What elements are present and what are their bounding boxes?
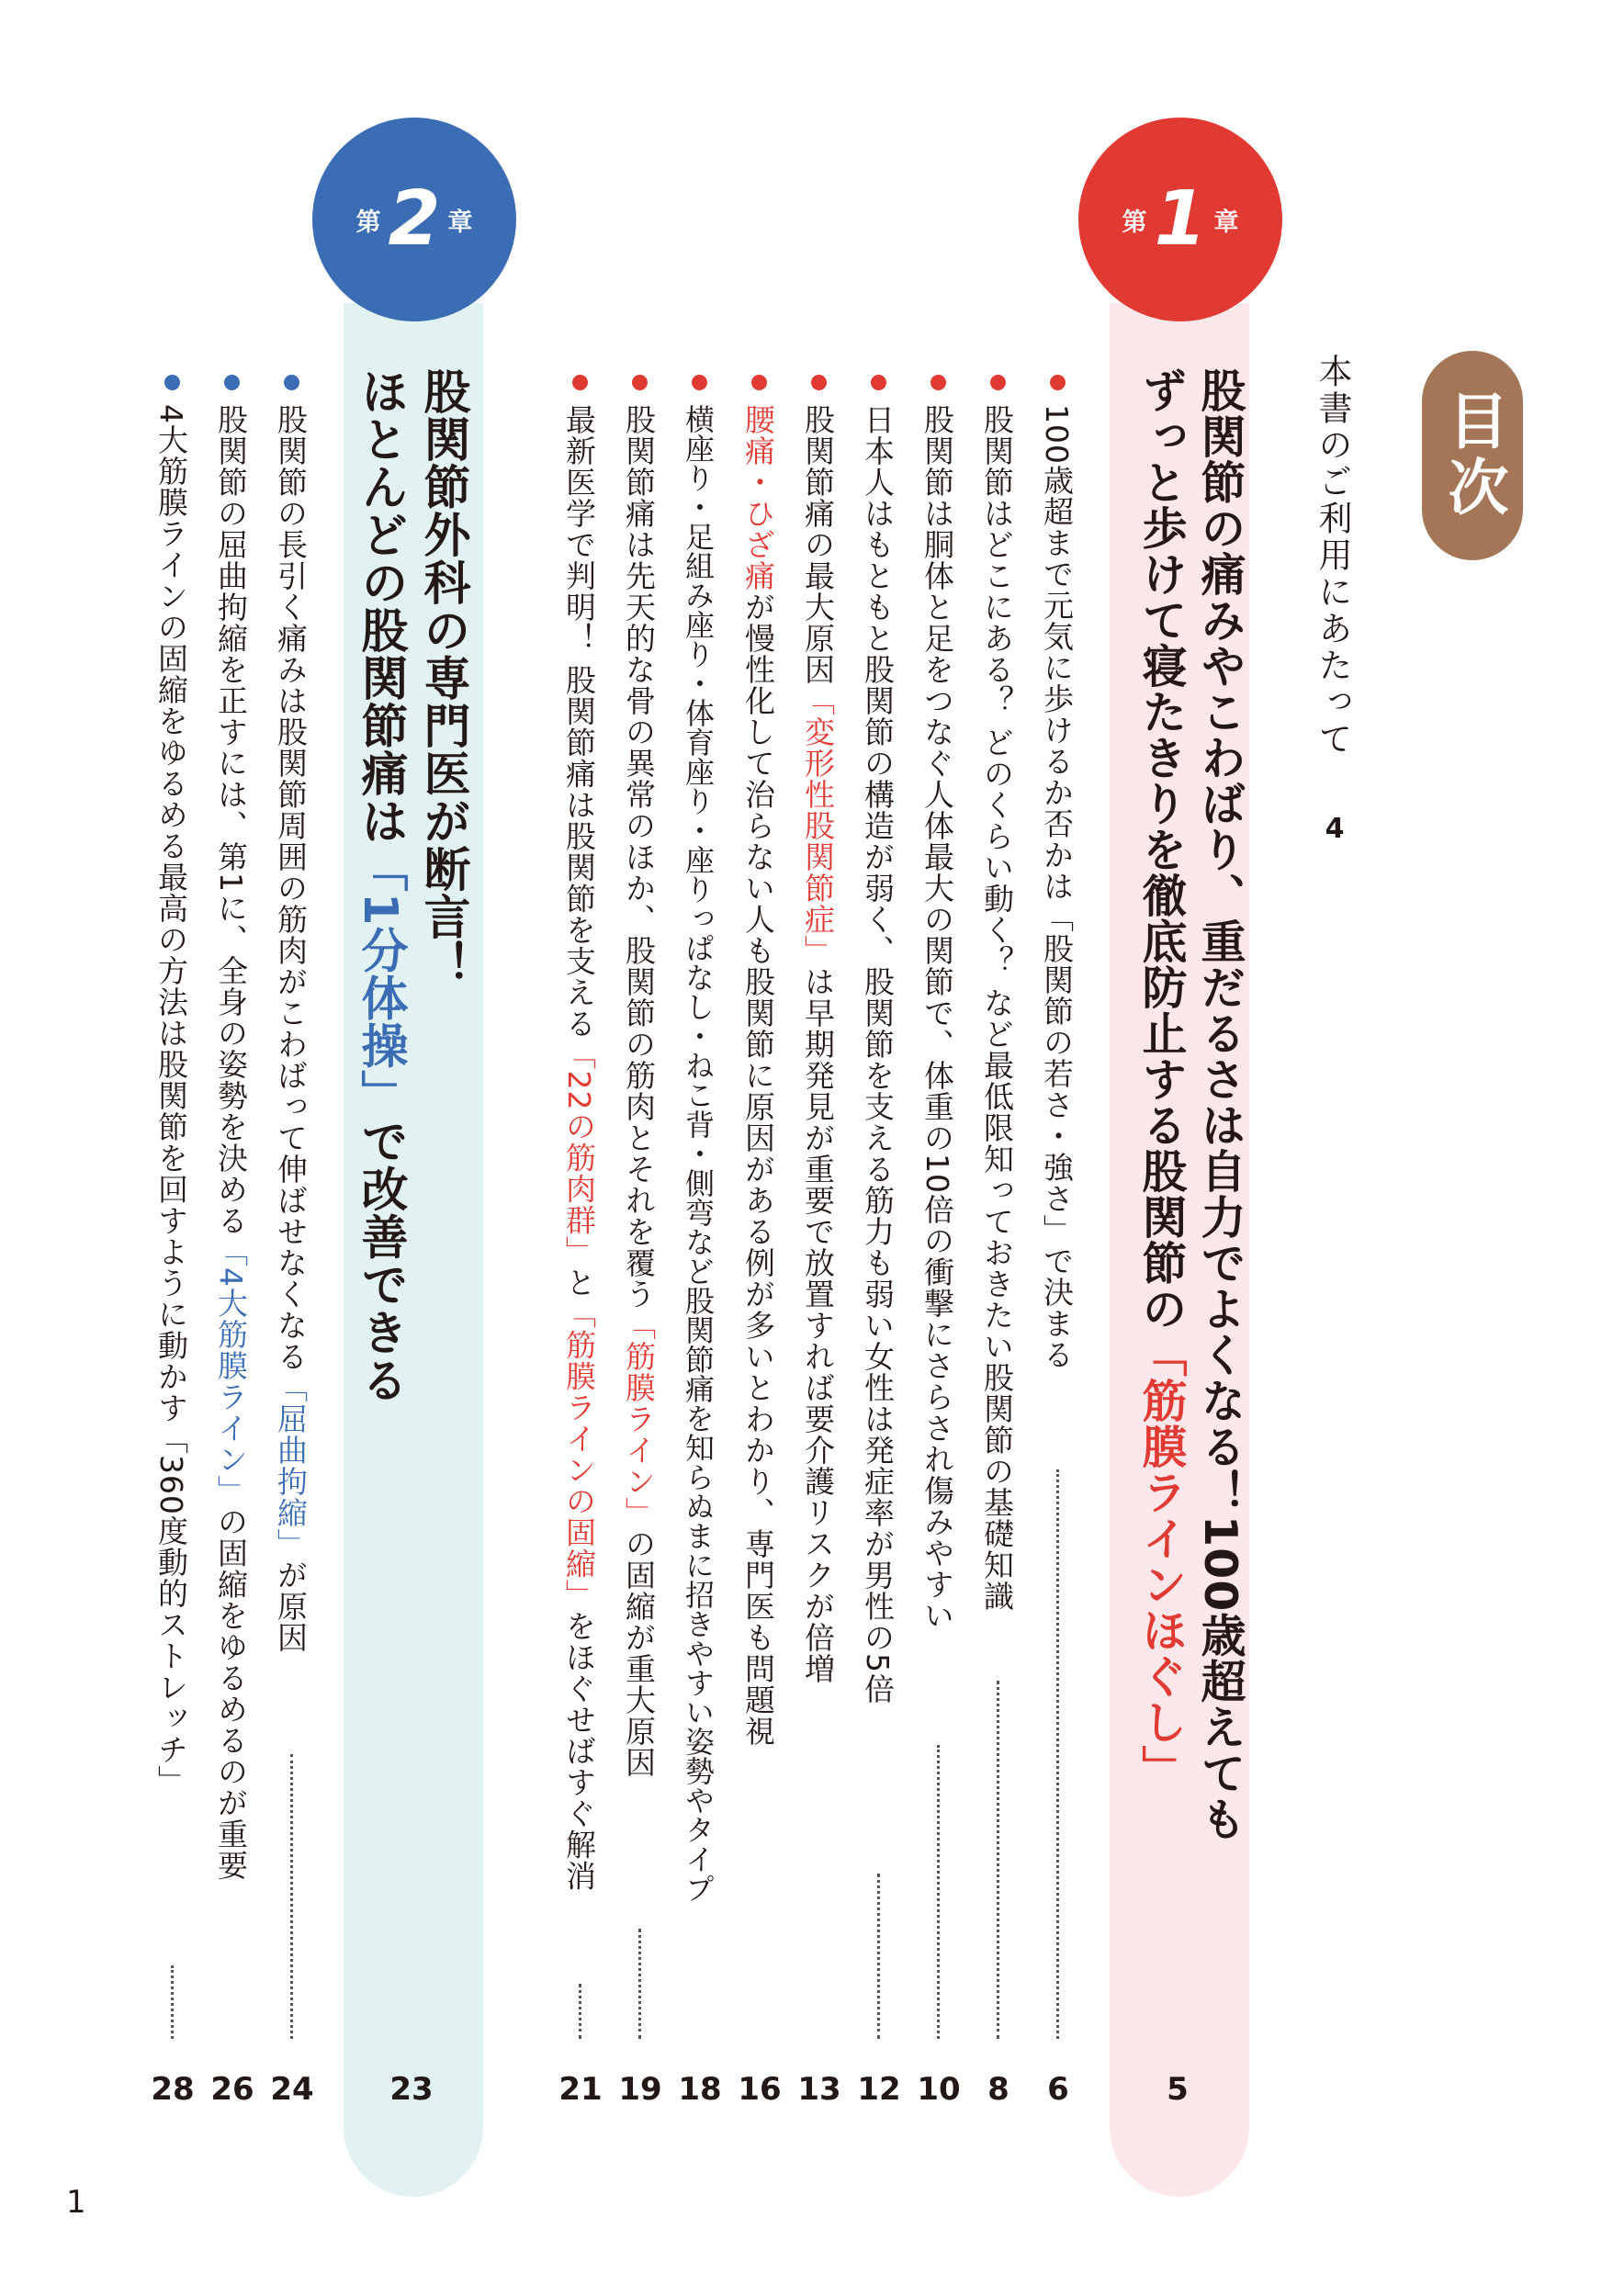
entry-text: は早期発見が重要で放置すれば要介護リスクが倍増 <box>800 966 836 1684</box>
leader-dots <box>1056 1469 1059 2039</box>
toc-entry-21[interactable] <box>561 404 597 1892</box>
bullet-icon <box>692 375 707 390</box>
entry-text: 股関節の屈曲拘縮を正すには、第1に、全身の姿勢を決める <box>213 404 249 1236</box>
leader-dots <box>997 1681 999 2039</box>
chapter-1-title-highlight: 「筋膜ラインほぐし」 <box>1135 1332 1188 1791</box>
toc-heading-badge <box>1422 351 1523 560</box>
page-number: 19 <box>618 2071 662 2108</box>
chapter-1-title-line1[interactable]: 股関節の痛みやこわばり、重だるさは自力でよくなる！100歳超えても <box>1194 367 1246 1842</box>
chapter-2-title-line2-a: ほとんどの股関節痛は <box>353 367 407 845</box>
leader-dots <box>638 1929 641 2039</box>
entry-text: が原因 <box>273 1559 309 1653</box>
chapter-2-suffix: 章 <box>447 208 473 237</box>
entry-text: の固縮をゆるめるのが重要 <box>213 1506 249 1881</box>
toc-entry-6[interactable] <box>1039 404 1075 1370</box>
chapter-1-title-line2-a: ずっと歩けて寝たきりを徹底防止する股関節の <box>1135 367 1188 1332</box>
toc-entry-26[interactable] <box>213 404 249 1881</box>
chapter-1-number: 1 <box>1154 175 1207 263</box>
entry-text: をほぐせばすぐ解消 <box>561 1610 597 1892</box>
usage-page-number: 4 <box>1325 813 1345 845</box>
page-number: 26 <box>210 2071 254 2108</box>
toc-entry-28[interactable] <box>153 404 189 1796</box>
toc-heading: 目次 <box>1438 389 1508 522</box>
entry-highlight: 腰痛・ひざ痛 <box>740 404 776 591</box>
page-number: 16 <box>738 2071 782 2108</box>
chapter-2-title-highlight: 「1分体操」 <box>353 845 407 1118</box>
toc-entry-24[interactable] <box>273 404 309 1653</box>
bullet-icon <box>930 375 946 390</box>
leader-dots <box>290 1754 293 2039</box>
entry-highlight: 「22の筋肉群」 <box>561 1039 597 1267</box>
entry-text: 日本人はもともと股関節の構造が弱く、股関節を支える筋力も弱い女性は発症率が男性の5倍 <box>860 404 896 1705</box>
chapter-2-prefix: 第 <box>355 208 381 237</box>
entry-highlight: 「筋膜ライン」 <box>621 1310 657 1528</box>
chapter-2-title-line2-c: で改善できる <box>353 1117 407 1404</box>
bullet-icon <box>572 375 588 390</box>
bullet-icon <box>632 375 648 390</box>
chapter-2-title-line1[interactable]: 股関節外科の専門医が断言！ <box>415 367 469 988</box>
chapter-2-badge <box>312 118 516 321</box>
toc-entry-13[interactable] <box>800 404 836 1684</box>
page-number: 24 <box>270 2071 314 2108</box>
entry-highlight: 「筋膜ラインの固縮」 <box>561 1298 597 1611</box>
leader-dots <box>877 1874 880 2039</box>
bullet-icon <box>224 375 240 390</box>
page-number: 18 <box>678 2071 722 2108</box>
page-number: 28 <box>151 2071 195 2108</box>
entry-text: が慢性化して治らない人も股関節に原因がある例が多いとわかり、専門医も問題視 <box>740 591 776 1747</box>
entry-text: 4大筋膜ラインの固縮をゆるめる最高の方法は股関節を回すように動かす「360度動的ストレッチ」 <box>153 404 189 1796</box>
toc-entry-8[interactable] <box>979 404 1015 1612</box>
toc-entry-16[interactable] <box>740 404 776 1747</box>
page-number: 8 <box>987 2071 1009 2108</box>
chapter-2-title-line2[interactable] <box>353 367 407 1404</box>
chapter-1-prefix: 第 <box>1122 208 1147 237</box>
entry-text: と <box>561 1266 597 1299</box>
usage-title[interactable]: 本書のご利用にあたって <box>1313 354 1352 758</box>
entry-text: 股関節は胴体と足をつなぐ人体最大の関節で、体重の10倍の衝撃にさらされ傷みやすい <box>919 404 955 1631</box>
entry-highlight: 「屈曲拘縮」 <box>273 1372 309 1559</box>
page-number: 10 <box>917 2071 961 2108</box>
entry-text: 100歳超まで元気に歩けるか否かは「股関節の若さ・強さ」で決まる <box>1039 404 1075 1370</box>
bullet-icon <box>284 375 299 390</box>
folio-page-number: 1 <box>66 2184 86 2221</box>
entry-text: 股関節痛の最大原因 <box>800 404 836 685</box>
leader-dots <box>937 1745 940 2039</box>
toc-entry-19[interactable] <box>621 404 657 1778</box>
chapter-1-page-number: 5 <box>1167 2071 1189 2108</box>
toc-entry-10[interactable] <box>919 404 955 1631</box>
page-number: 6 <box>1047 2071 1069 2108</box>
chapter-1-title-line2[interactable] <box>1135 367 1188 1791</box>
toc-entry-18[interactable] <box>681 404 716 1903</box>
entry-text: 最新医学で判明！ 股関節痛は股関節を支える <box>561 404 597 1040</box>
entry-highlight: 「変形性股関節症」 <box>800 685 836 966</box>
bullet-icon <box>811 375 827 390</box>
bullet-icon <box>990 375 1006 390</box>
bullet-icon <box>871 375 886 390</box>
entry-text: 股関節痛は先天的な骨の異常のほか、股関節の筋肉とそれを覆う <box>621 404 657 1310</box>
bullet-icon <box>164 375 180 390</box>
entry-text: 股関節はどこにある？ どのくらい動く？ など最低限知っておきたい股関節の基礎知識 <box>979 404 1015 1612</box>
toc-entry-12[interactable] <box>860 404 896 1705</box>
entry-text: 股関節の長引く痛みは股関節周囲の筋肉がこわばって伸ばせなくなる <box>273 404 309 1372</box>
entry-text: の固縮が重大原因 <box>621 1528 657 1778</box>
page-number: 12 <box>857 2071 901 2108</box>
chapter-2-page-number: 23 <box>389 2071 434 2108</box>
chapter-2-number: 2 <box>388 175 441 263</box>
bullet-icon <box>1050 375 1066 390</box>
leader-dots <box>579 1984 581 2039</box>
page-number: 21 <box>558 2071 603 2108</box>
chapter-1-badge <box>1078 118 1282 321</box>
page-number: 13 <box>797 2071 841 2108</box>
entry-highlight: 「4大筋膜ライン」 <box>213 1236 249 1506</box>
bullet-icon <box>751 375 767 390</box>
leader-dots <box>171 1965 174 2039</box>
chapter-1-suffix: 章 <box>1213 208 1239 237</box>
entry-text: 横座り・足組み座り・体育座り・座りっぱなし・ねこ背・側弯など股関節痛を知らぬまに招きやすい姿勢やタイプ <box>681 404 716 1903</box>
